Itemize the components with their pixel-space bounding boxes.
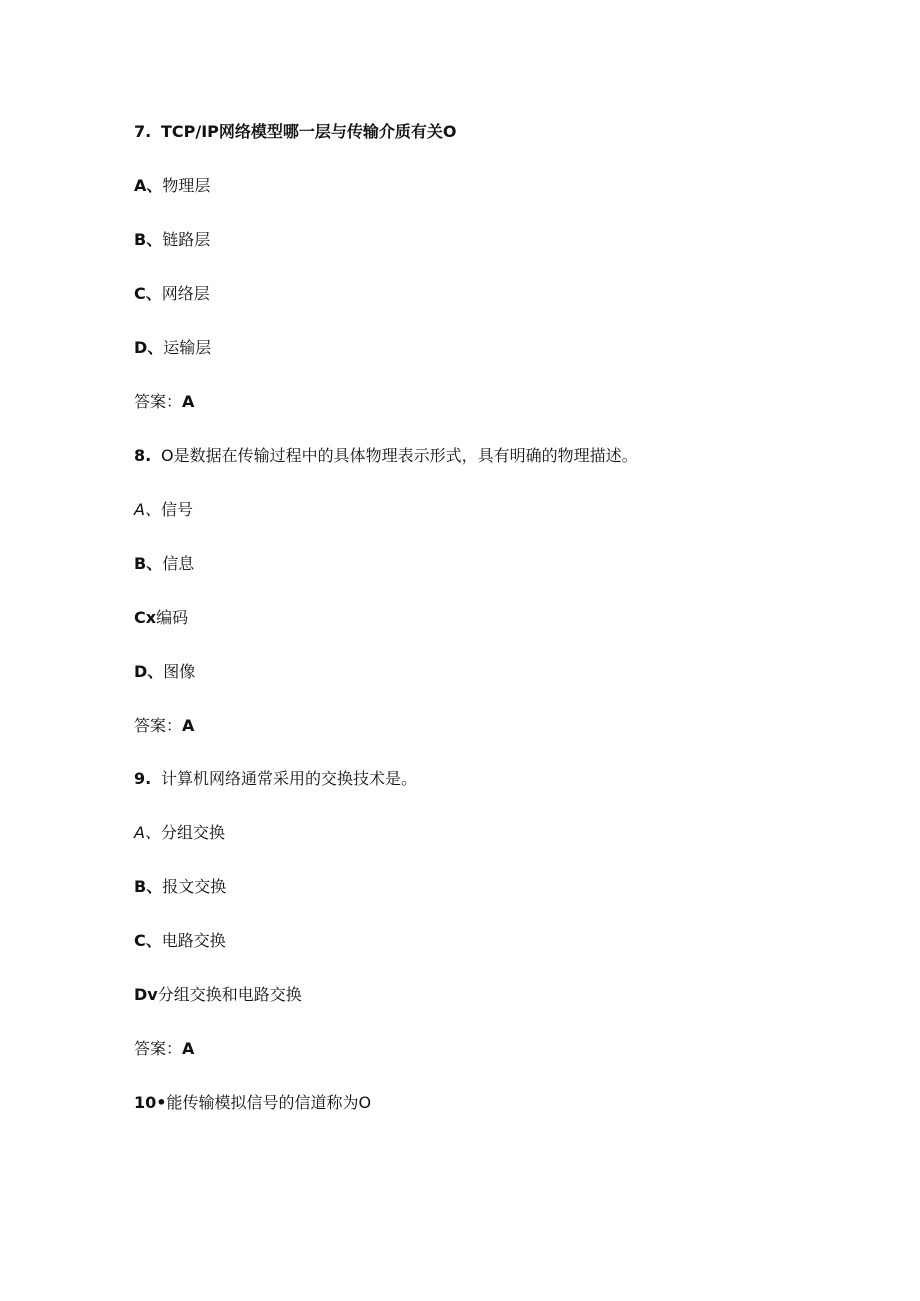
option-text: 链路层 (162, 230, 211, 249)
answer (134, 1039, 194, 1059)
question-7 (134, 122, 457, 142)
option-text: 信号 (160, 500, 193, 519)
answer-label: 答案： (134, 1039, 183, 1058)
option-d (134, 662, 195, 682)
question-9 (134, 769, 417, 789)
option-label: A、 (134, 176, 163, 195)
option-a (134, 500, 193, 520)
question-8 (134, 446, 638, 466)
option-text: 运输层 (163, 338, 212, 357)
answer-label: 答案： (134, 716, 183, 735)
question-text: 计算机网络通常采用的交换技术是。 (161, 769, 418, 788)
option-d (134, 338, 211, 358)
option-label: Cx (134, 608, 157, 627)
option-c (134, 931, 226, 951)
option-text: 分组交换 (160, 823, 225, 842)
option-label: B、 (134, 554, 163, 573)
option-a (134, 176, 210, 196)
option-text: 报文交换 (162, 877, 227, 896)
question-number: 8. (134, 446, 152, 465)
option-c (134, 608, 188, 628)
answer-label: 答案： (134, 392, 183, 411)
option-label: B、 (134, 230, 163, 249)
question-number: 9. (134, 769, 152, 788)
option-c (134, 284, 210, 304)
answer-value: A (182, 716, 195, 735)
option-text: 图像 (163, 662, 196, 681)
question-text: TCP/IP网络模型哪一层与传输介质有关O (161, 122, 457, 141)
option-text: 信息 (162, 554, 195, 573)
option-label: C、 (134, 931, 162, 950)
option-label: Dv (134, 985, 158, 1004)
option-label: D、 (134, 338, 164, 357)
question-number: 10• (134, 1093, 167, 1112)
option-label: A、 (134, 823, 161, 842)
option-a (134, 823, 225, 843)
option-text: 电路交换 (161, 931, 226, 950)
question-10 (134, 1093, 371, 1113)
option-d (134, 985, 302, 1005)
option-label: C、 (134, 284, 162, 303)
option-b (134, 877, 226, 897)
option-text: 分组交换和电路交换 (157, 985, 302, 1004)
answer (134, 716, 194, 736)
answer (134, 392, 194, 412)
question-number: 7. (134, 122, 152, 141)
question-text: O是数据在传输过程中的具体物理表示形式，具有明确的物理描述。 (161, 446, 638, 465)
option-label: B、 (134, 877, 163, 896)
option-b (134, 554, 194, 574)
answer-value: A (182, 1039, 195, 1058)
answer-value: A (182, 392, 195, 411)
option-text: 物理层 (162, 176, 211, 195)
option-text: 网络层 (161, 284, 210, 303)
option-b (134, 230, 210, 250)
option-label: A、 (134, 500, 161, 519)
option-text: 编码 (156, 608, 189, 627)
question-text: 能传输模拟信号的信道称为O (166, 1093, 372, 1112)
option-label: D、 (134, 662, 164, 681)
